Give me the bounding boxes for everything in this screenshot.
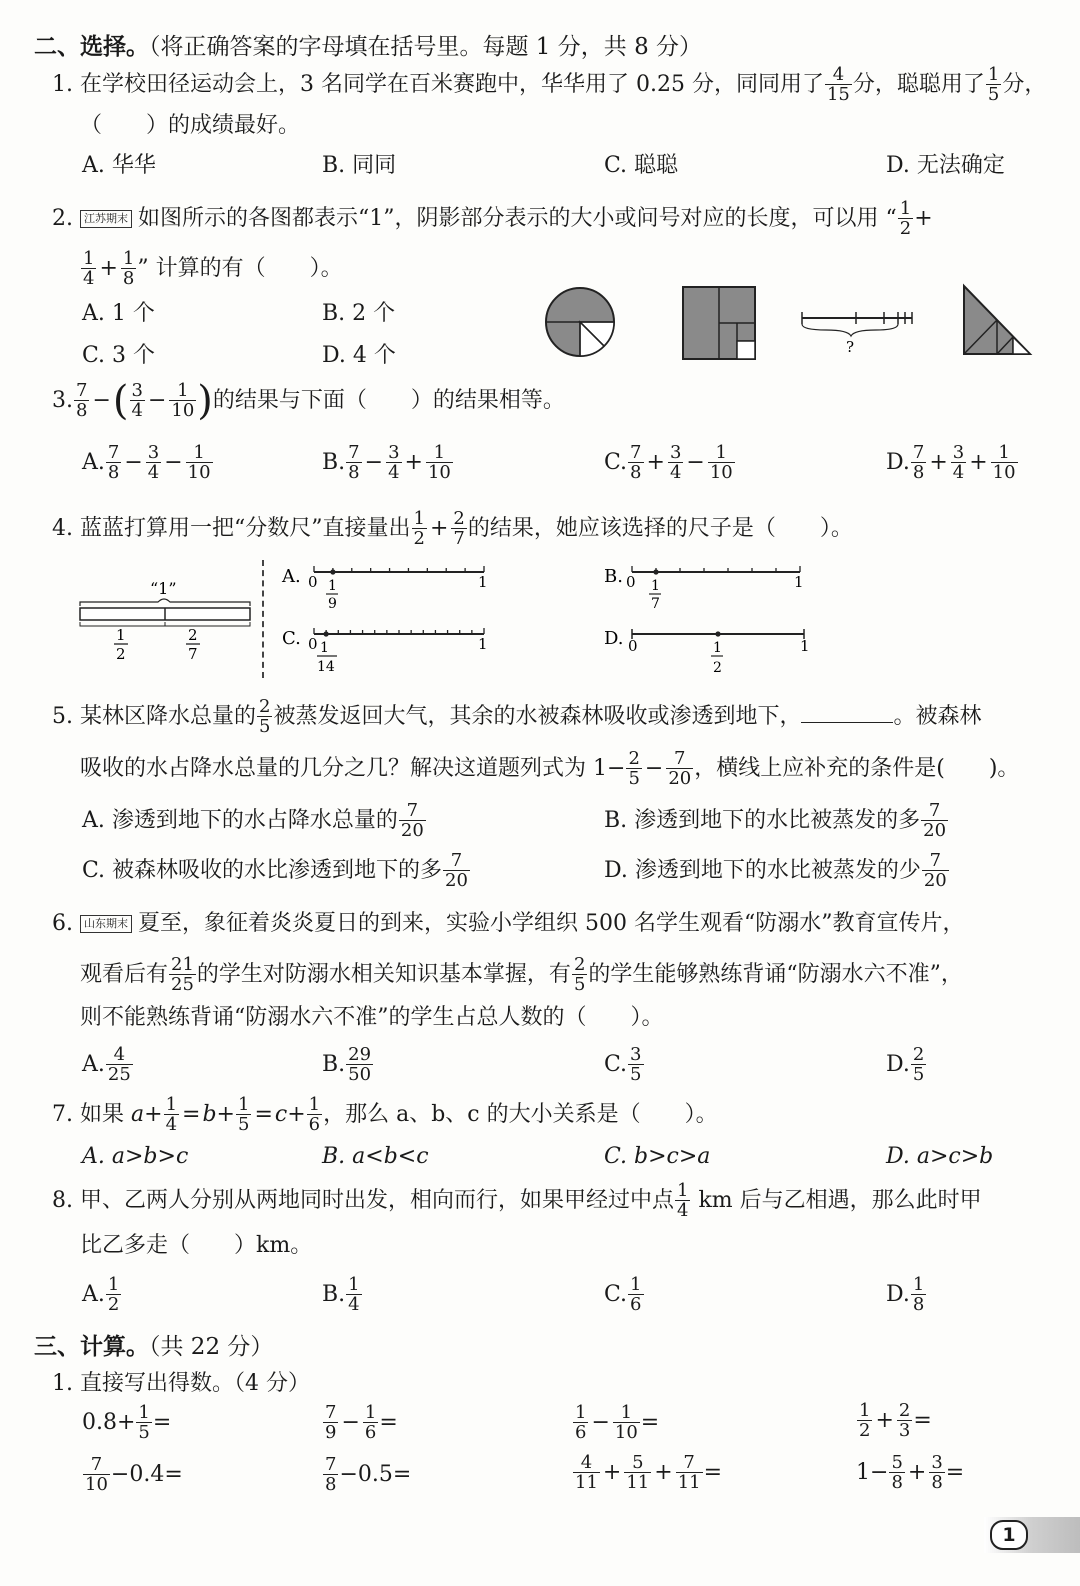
q6-f1: $\frac{21}{25}$: [171, 954, 194, 995]
svg-text:1: 1: [478, 573, 488, 591]
calc-item-d: $\frac{1}{2}$ + $\frac{2}{3}$ =: [859, 1400, 932, 1441]
svg-text:0: 0: [308, 635, 318, 653]
section-2-heading: [34, 28, 702, 61]
q4-ruler-a[interactable]: [280, 560, 496, 614]
q1-fraction-1: $\frac{4}{15}$: [826, 64, 850, 105]
q1-line2: （ ）的成绩最好。: [80, 113, 301, 138]
svg-text:1: 1: [116, 626, 126, 644]
svg-text:B.: B.: [604, 566, 623, 587]
q6-line1: [52, 906, 964, 937]
q2-text-a: 如图所示的各图都表示“1”，阴影部分表示的大小或问号对应的长度，可以用 “: [138, 206, 897, 231]
q4-text-a: 蓝蓝打算用一把“分数尺”直接量出: [80, 516, 411, 541]
q4-text-b: 的结果，她应该选择的尺子是（ ）。: [467, 516, 853, 541]
q7-option-d[interactable]: D. a>c>b: [886, 1144, 994, 1169]
q1-text-a: 在学校田径运动会上，3 名同学在百米赛跑中，华华用了 0.25 分，同同用了: [80, 72, 824, 97]
q6-text-a: 夏至，象征着炎炎夏日的到来，实验小学组织 500 名学生观看“防溺水”教育宣传片，: [138, 911, 965, 936]
calc-item-h: 1− $\frac{5}{8}$ + $\frac{3}{8}$ =: [856, 1452, 965, 1493]
q6-line2-c: 的学生能够熟练背诵“防溺水六不准”，: [588, 962, 963, 987]
svg-text:D.: D.: [604, 628, 624, 649]
q4-ruler-c[interactable]: [280, 622, 496, 678]
q8-text-b: km 后与乙相遇，那么此时甲: [691, 1188, 982, 1213]
q6-source-tag: 山东期末: [80, 915, 132, 933]
q4-number: 4.: [52, 516, 73, 541]
svg-text:2: 2: [713, 660, 722, 676]
page-number-badge: [984, 1517, 1080, 1553]
calc-item-c: $\frac{1}{6}$ − $\frac{1}{10}$ =: [575, 1402, 660, 1443]
q4-divider: [262, 560, 264, 678]
q5-text-b: 被蒸发返回大气，其余的水被森林吸收或渗透到地下，: [273, 704, 802, 729]
section-3-note: （共 22 分）: [149, 1334, 274, 1360]
q5-number: 5.: [52, 704, 73, 729]
q1-number: 1.: [52, 72, 73, 97]
q2-option-a[interactable]: A. 1 个: [82, 301, 155, 326]
q1-option-b[interactable]: B. 同同: [322, 153, 397, 178]
q5-f1: $\frac{2}{5}$: [259, 696, 271, 737]
q6-option-b[interactable]: B. $\frac{29}{50}$: [322, 1044, 372, 1085]
svg-text:0: 0: [626, 573, 636, 591]
q2-source-tag: 江苏期末: [80, 210, 132, 228]
section-3-sub1: 1. 直接写出得数。（4 分）: [52, 1371, 310, 1396]
section-3-heading: [34, 1328, 273, 1361]
q5-text-c: 。被森林: [893, 704, 982, 729]
q1-option-a[interactable]: A. 华华: [82, 153, 156, 178]
q4-line1: [52, 510, 853, 548]
q8-f1: $\frac{1}{4}$: [677, 1180, 689, 1221]
q2-plus-1: +: [914, 206, 933, 231]
q3-option-d[interactable]: D. $\frac{7}{8}$ + $\frac{3}{4}$ + $\frac{1}{10}$: [886, 442, 1016, 483]
q6-option-c[interactable]: C. $\frac{3}{5}$: [604, 1044, 642, 1085]
svg-text:2: 2: [188, 626, 198, 644]
q5-blank-line[interactable]: [801, 722, 893, 723]
calc-item-a: 0.8+ $\frac{1}{5}$ =: [82, 1402, 172, 1443]
q2-line2: [80, 250, 343, 288]
svg-text:0: 0: [628, 637, 638, 655]
svg-text:7: 7: [651, 596, 660, 612]
q5-option-a[interactable]: A. 渗透到地下的水占降水总量的 $\frac{7}{20}$: [82, 800, 424, 841]
q3-stem-minus-2: −: [147, 388, 167, 413]
svg-text:9: 9: [328, 596, 337, 612]
q2-number: 2.: [52, 206, 73, 231]
q2-frac-eighth: $\frac{1}{8}$: [122, 248, 135, 289]
q8-text-a: 甲、乙两人分别从两地同时出发，相向而行，如果甲经过中点: [80, 1188, 675, 1213]
svg-text:?: ?: [846, 338, 855, 356]
q5-line2-b: ，横线上应补充的条件是( )。: [694, 756, 1020, 781]
q4-ruler-b[interactable]: [602, 560, 818, 614]
q5-line2-minus: −: [644, 756, 664, 781]
q2-option-b[interactable]: B. 2 个: [322, 301, 396, 326]
q8-option-a[interactable]: A. $\frac{1}{2}$: [82, 1274, 120, 1315]
calc-item-b: $\frac{7}{9}$ − $\frac{1}{6}$ =: [325, 1402, 398, 1443]
q3-stem-f1: $\frac{7}{8}$: [76, 380, 88, 421]
svg-text:C.: C.: [282, 628, 301, 649]
section-2-title: 二、选择。: [34, 33, 149, 60]
q5-line2-f2: $\frac{7}{20}$: [668, 748, 692, 789]
svg-text:1: 1: [800, 637, 810, 655]
q2-text-b: ” 计算的有（ ）。: [137, 256, 343, 281]
q2-line1: [52, 200, 933, 238]
q2-plus-2: +: [99, 256, 118, 281]
q7-option-b[interactable]: B. a<b<c: [322, 1144, 429, 1169]
q2-figure-circle: [540, 282, 620, 362]
svg-text:1: 1: [794, 573, 804, 591]
q3-line1: 3. $\frac{7}{8}$ −( $\frac{3}{4}$ − $\frac{1}{10}$ )的结果与下面（ ）的结果相等。: [52, 378, 565, 424]
q7-f3: $\frac{1}{6}$: [308, 1094, 321, 1135]
calc-item-g: $\frac{4}{11}$ + $\frac{5}{11}$ + $\frac{7}{11}$ =: [575, 1452, 723, 1493]
q7-text-b: ，那么 a、b、c 的大小关系是（ ）。: [323, 1102, 718, 1127]
q2-option-c[interactable]: C. 3 个: [82, 343, 156, 368]
q7-number: 7.: [52, 1102, 73, 1127]
q6-f2: $\frac{2}{5}$: [573, 954, 586, 995]
q5-line2-a: 吸收的水占降水总量的几分之几？解决这道题列式为 1−: [80, 756, 626, 781]
q5-line1: [52, 698, 982, 736]
q6-line3: 则不能熟练背诵“防溺水六不准”的学生占总人数的（ ）。: [80, 1005, 664, 1030]
section-2-note: （将正确答案的字母填在括号里。每题 1 分，共 8 分）: [149, 34, 703, 60]
q2-frac-half: $\frac{1}{2}$: [899, 198, 912, 239]
q5-text-a: 某林区降水总量的: [80, 704, 257, 729]
q2-frac-quarter: $\frac{1}{4}$: [83, 248, 95, 289]
q4-ruler-d[interactable]: [602, 622, 818, 678]
q3-number: 3.: [52, 388, 73, 413]
q6-number: 6.: [52, 911, 73, 936]
q3-stem-minus-1: −: [92, 388, 111, 413]
q3-option-c[interactable]: C. $\frac{7}{8}$ + $\frac{3}{4}$ − $\frac{1}{10}$: [604, 442, 733, 483]
svg-text:1: 1: [320, 640, 329, 656]
svg-text:1: 1: [478, 635, 488, 653]
q6-line2-b: 的学生对防溺水相关知识基本掌握，有: [196, 962, 571, 987]
q5-line2: [80, 750, 1019, 788]
q7-line1: 7. 如果 a+ $\frac{1}{4}$ =b+ $\frac{1}{5}$ =c+ $\frac{1}{6}$ ，那么 a、b、c 的大小关系是（ ）。: [52, 1094, 718, 1135]
q5-option-c[interactable]: C. 被森林吸收的水比渗透到地下的多 $\frac{7}{20}$: [82, 850, 468, 891]
q1-option-d[interactable]: D. 无法确定: [886, 153, 1005, 178]
q5-option-b[interactable]: B. 渗透到地下的水比被蒸发的多 $\frac{7}{20}$: [604, 800, 947, 841]
svg-text:14: 14: [317, 659, 335, 675]
q1-fraction-2: $\frac{1}{5}$: [987, 64, 1000, 105]
q5-option-d[interactable]: D. 渗透到地下的水比被蒸发的少 $\frac{7}{20}$: [604, 850, 947, 891]
q3-stem-f2: $\frac{3}{4}$: [131, 380, 143, 421]
svg-text:A.: A.: [282, 566, 301, 587]
q5-line2-f1: $\frac{2}{5}$: [628, 748, 640, 789]
q6-line2: [80, 956, 963, 994]
page-number: 1: [990, 1520, 1028, 1550]
svg-text:“1”: “1”: [150, 579, 177, 598]
q8-number: 8.: [52, 1188, 73, 1213]
q3-option-b[interactable]: B. $\frac{7}{8}$ − $\frac{3}{4}$ + $\frac{1}{10}$: [322, 442, 451, 483]
q2-figure-segment: [798, 308, 920, 358]
svg-text:2: 2: [116, 645, 126, 663]
q8-option-b[interactable]: B. $\frac{1}{4}$: [322, 1274, 360, 1315]
svg-text:1: 1: [651, 578, 660, 594]
q8-line1: [52, 1182, 982, 1220]
q4-fraction-ruler: [76, 572, 258, 668]
q7-option-c[interactable]: C. b>c>a: [604, 1144, 711, 1169]
q8-option-c[interactable]: C. $\frac{1}{6}$: [604, 1274, 642, 1315]
q8-line2: 比乙多走（ ）km。: [80, 1233, 313, 1258]
calc-item-f: $\frac{7}{8}$ −0.5=: [325, 1454, 412, 1495]
q4-f1: $\frac{1}{2}$: [413, 508, 425, 549]
svg-text:0: 0: [308, 573, 318, 591]
q1-option-c[interactable]: C. 聪聪: [604, 153, 679, 178]
q1-line1: [52, 66, 1046, 104]
q1-text-b: 分，聪聪用了: [852, 72, 985, 97]
q2-figure-triangle: [958, 282, 1038, 360]
q7-f2: $\frac{1}{5}$: [238, 1094, 250, 1135]
q4-f2: $\frac{2}{7}$: [453, 508, 465, 549]
q3-option-a[interactable]: A. $\frac{7}{8}$ − $\frac{3}{4}$ − $\frac{1}{10}$: [82, 442, 211, 483]
q7-text-a: 如果: [80, 1102, 125, 1127]
calc-item-e: $\frac{7}{10}$ −0.4=: [85, 1454, 183, 1495]
q3-stem-f3: $\frac{1}{10}$: [171, 380, 195, 421]
q8-option-d[interactable]: D. $\frac{1}{8}$: [886, 1274, 925, 1315]
q2-figure-square: [680, 284, 760, 364]
svg-text:1: 1: [328, 578, 337, 594]
svg-text:7: 7: [188, 645, 198, 663]
q6-option-d[interactable]: D. $\frac{2}{5}$: [886, 1044, 925, 1085]
q7-option-a[interactable]: A. a>b>c: [82, 1144, 189, 1169]
q1-text-c: 分，: [1002, 72, 1047, 97]
q2-option-d[interactable]: D. 4 个: [322, 343, 396, 368]
q4-plus: +: [429, 516, 449, 541]
q6-line2-a: 观看后有: [80, 962, 169, 987]
svg-text:1: 1: [713, 640, 722, 656]
section-3-title: 三、计算。: [34, 1333, 149, 1360]
q6-option-a[interactable]: A. $\frac{4}{25}$: [82, 1044, 131, 1085]
q7-f1: $\frac{1}{4}$: [165, 1094, 178, 1135]
q3-text: 的结果与下面（ ）的结果相等。: [212, 388, 565, 413]
